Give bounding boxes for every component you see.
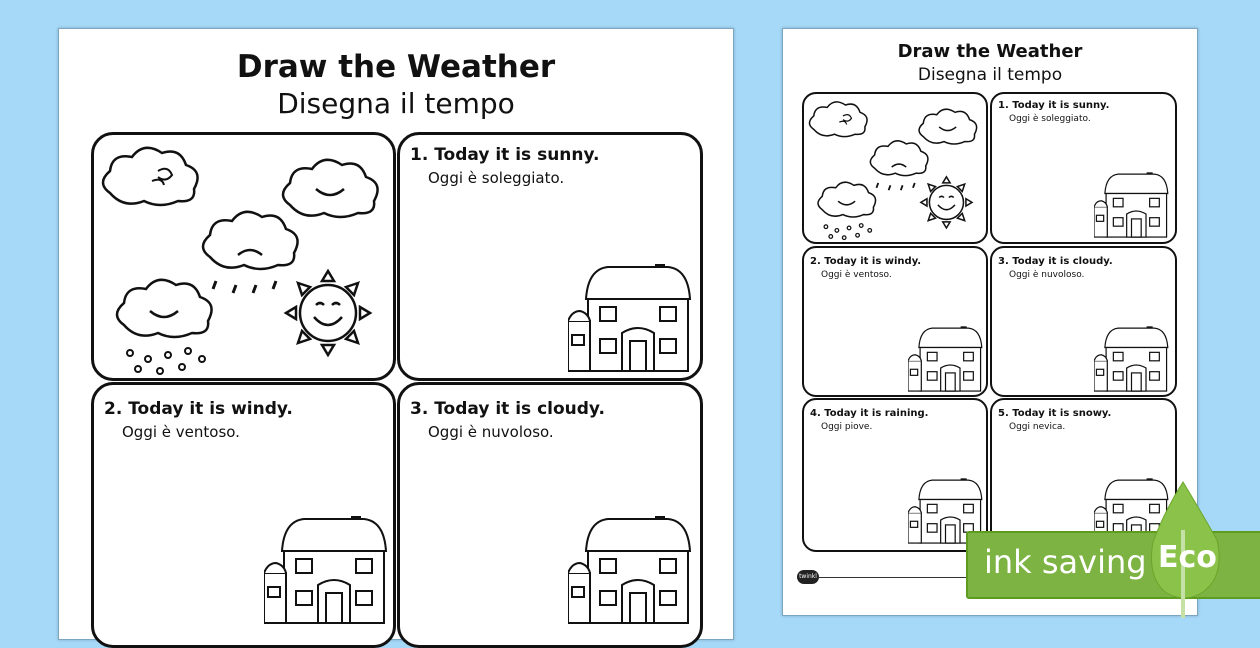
house-illustration [568,261,692,375]
weather-pictures-box [91,132,396,381]
box-sunny [990,92,1177,244]
box-raining [802,398,988,552]
box-prompt-en: 4. Today it is raining. [810,408,929,419]
house-illustration [264,513,388,627]
box-prompt-it: Oggi è nuvoloso. [428,423,554,441]
weather-pictures-box [802,92,988,244]
box-sunny [397,132,703,381]
weather-icons-illustration [804,94,986,242]
eco-label: Eco [1158,540,1217,575]
box-cloudy [397,382,703,648]
box-prompt-en: 3. Today it is cloudy. [410,399,605,419]
box-prompt-en: 3. Today it is cloudy. [998,256,1113,267]
box-prompt-en: 2. Today it is windy. [810,256,922,267]
twinkl-logo: twinkl [797,570,819,584]
worksheet-title: Draw the Weather [236,49,556,85]
box-cloudy [990,246,1177,397]
box-prompt-en: 1. Today it is sunny. [410,145,600,165]
worksheet-subtitle: Disegna il tempo [277,87,515,120]
worksheet-title: Draw the Weather [897,41,1083,62]
box-windy [91,382,396,648]
house-illustration [568,513,692,627]
box-windy [802,246,988,397]
box-prompt-it: Oggi è soleggiato. [428,169,565,187]
box-prompt-en: 2. Today it is windy. [104,399,293,419]
box-prompt-it: Oggi è ventoso. [821,270,892,280]
house-illustration [1094,324,1169,394]
box-prompt-it: Oggi nevica. [1009,422,1066,432]
box-prompt-it: Oggi piove. [821,422,873,432]
weather-icons-illustration [94,135,393,378]
house-illustration [1094,170,1169,240]
worksheet-preview-large [58,28,734,640]
house-illustration [908,324,983,394]
box-prompt-it: Oggi è soleggiato. [1009,114,1091,124]
box-prompt-en: 1. Today it is sunny. [998,100,1110,111]
box-prompt-it: Oggi è ventoso. [122,423,240,441]
worksheet-subtitle: Disegna il tempo [917,65,1063,85]
ink-saving-label: ink saving [984,543,1147,581]
worksheet-preview-small [782,28,1198,616]
box-prompt-en: 5. Today it is snowy. [998,408,1112,419]
box-prompt-it: Oggi è nuvoloso. [1009,270,1085,280]
